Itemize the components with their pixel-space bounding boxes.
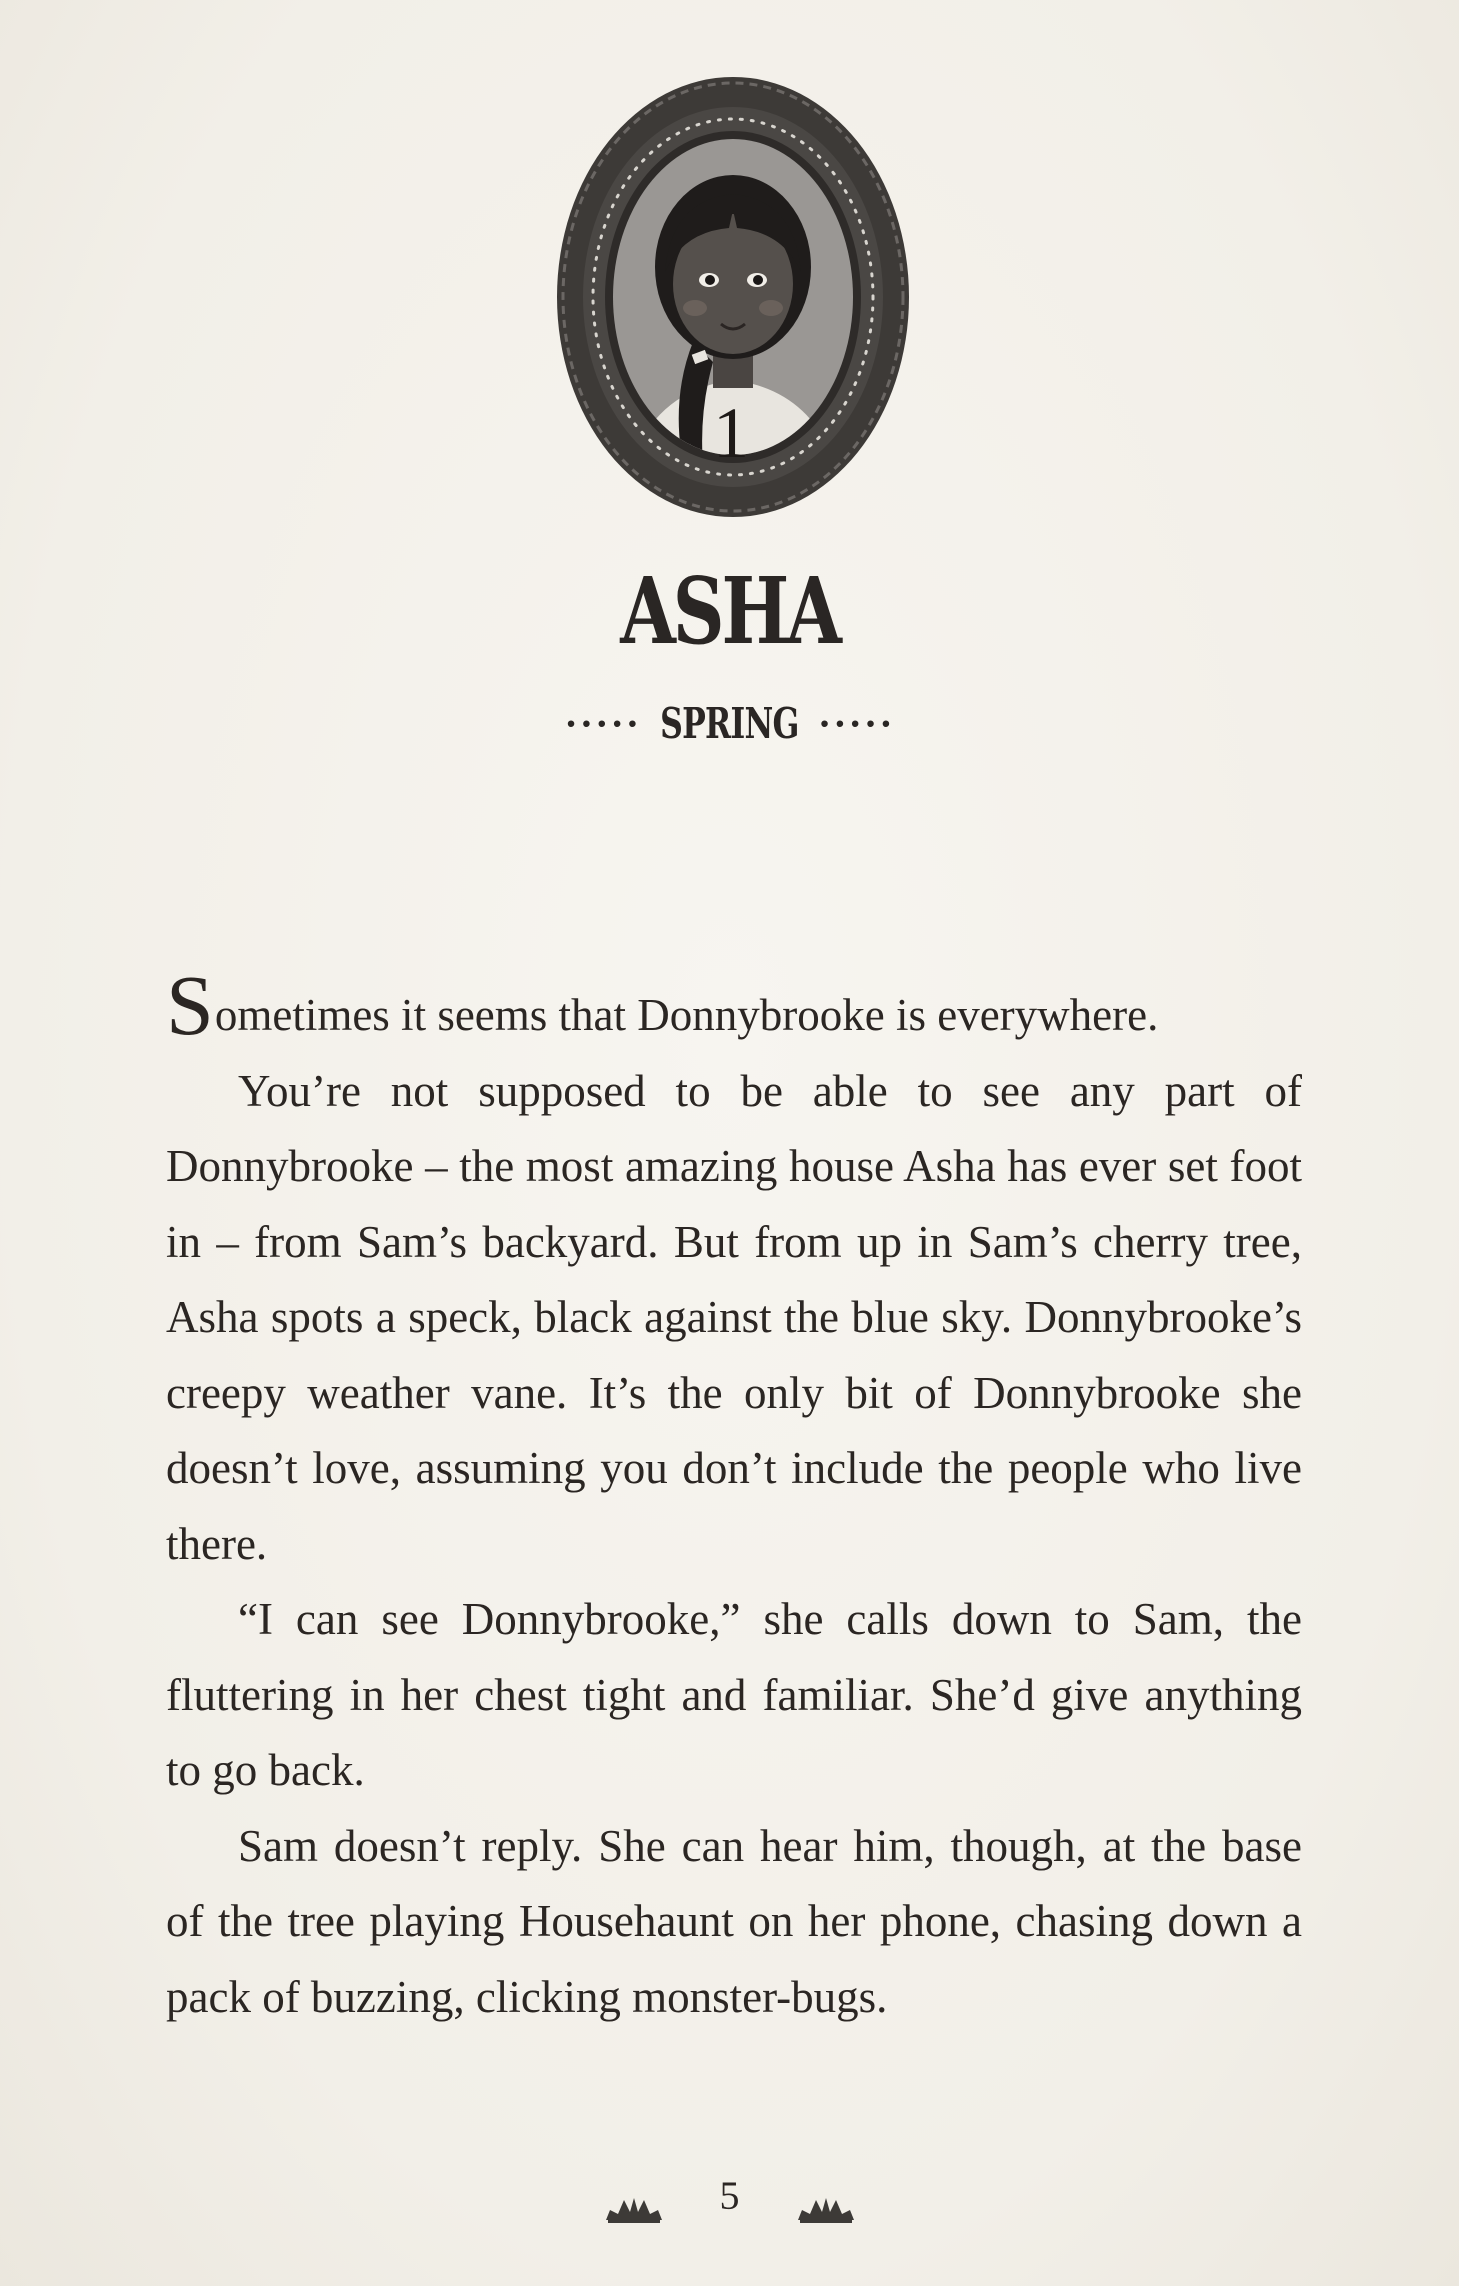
paragraph-4: Sam doesn’t reply. She can hear him, though, at the base of the tree playing Househaunt on her phone, chasing down a pack of buzzing, clicking monster-bugs. [166,1820,1302,2022]
dots-left: ····· [564,700,642,746]
paragraph-3: “I can see Donnybrooke,” she calls down to Sam, the fluttering in her chest tight and familiar. She’d give anything to go back. [166,1594,1302,1795]
paragraph-1 [166,957,1302,1054]
season-heading [0,690,1459,754]
dots-right: ····· [817,700,895,746]
paragraph-2: You’re not supposed to be able to see any part of Donnybrooke – the most amazing house Asha has ever set foot in – from Sam’s backyard. But from up in Sam’s cherry tree, Asha spots a speck, black against the blue sky. Donnybrooke’s creepy weather vane. It’s the only bit of Donnybrooke she doesn’t love, assuming you don’t include the people who live there. [166,1065,1302,1569]
crown-ornament-icon [794,2181,858,2211]
season-label: SPRING [660,698,799,748]
chapter-number: 1 [713,393,749,473]
page-footer [0,2162,1459,2226]
chapter-body [166,957,1302,2035]
page-number: 5 [719,2172,740,2218]
drop-cap: S [166,957,214,1053]
crown-ornament-icon [602,2181,666,2211]
chapter-title: ASHA [620,557,839,665]
paragraph-1-text: ometimes it seems that Donnybrooke is everywhere. [214,990,1159,1040]
